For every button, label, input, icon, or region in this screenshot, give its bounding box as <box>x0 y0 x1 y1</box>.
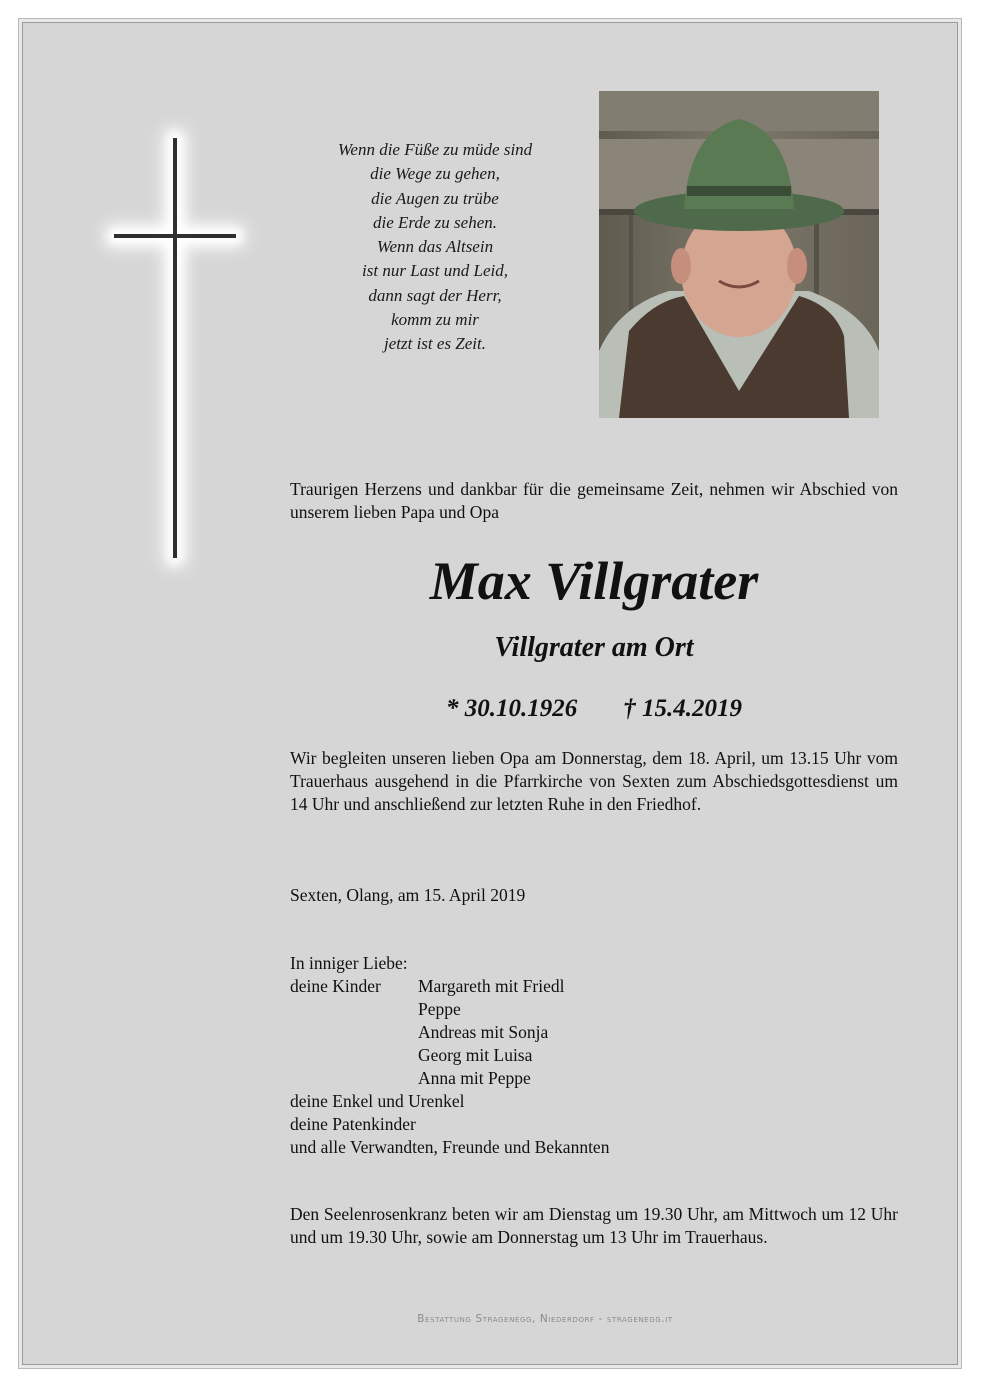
rosary-text: Den Seelenrosenkranz beten wir am Dienstag um 19.30 Uhr, am Mittwoch um 12 Uhr und um 19.30 Uhr, sowie am Donnerstag um 13 Uhr im Trauerhaus. <box>290 1204 898 1247</box>
poem-line: Wenn die Füße zu müde sind <box>337 140 533 159</box>
deceased-name: Max Villgrater <box>429 551 759 611</box>
children-label: deine Kinder <box>290 976 381 996</box>
poem-line: dann sagt der Herr, <box>368 285 502 305</box>
child-name: Peppe <box>418 999 461 1019</box>
poem-line: die Erde zu sehen. <box>372 212 497 232</box>
poem-line: Wenn das Altsein <box>376 237 494 257</box>
poem-line: die Wege zu gehen, <box>370 164 500 184</box>
funeral-text: Wir begleiten unseren lieben Opa am Donnerstag, dem 18. April, um 13.15 Uhr vom Trauerhaus ausgehend in die Pfarrkirche von Sexten zum Abschiedsgottesdienst um 14 Uhr und anschließend zur letzten Ruhe in den Friedhof. <box>290 748 898 814</box>
list-item <box>290 1067 898 1090</box>
life-dates <box>290 692 898 726</box>
intro-text: Traurigen Herzens und dankbar für die gemeinsame Zeit, nehmen wir Abschied von unserem lieben Papa und Opa <box>290 479 898 522</box>
child-name: Anna mit Peppe <box>418 1068 531 1088</box>
list-item <box>290 998 898 1021</box>
child-name: Margareth mit Friedl <box>418 976 565 996</box>
poem-line: jetzt ist es Zeit. <box>384 334 486 354</box>
cross-icon <box>100 118 250 578</box>
child-name: Georg mit Luisa <box>418 1045 533 1065</box>
house-name: Villgrater am Ort <box>494 632 694 663</box>
list-item <box>290 1021 898 1044</box>
poem-line: komm zu mir <box>391 310 479 330</box>
list-item: und alle Verwandten, Freunde und Bekannten <box>290 1137 610 1157</box>
poem <box>300 138 570 357</box>
list-item <box>290 975 898 998</box>
footer <box>0 1313 982 1325</box>
place-date: Sexten, Olang, am 15. April 2019 <box>290 885 526 905</box>
poem-line: die Augen zu trübe <box>371 188 499 208</box>
portrait-photo <box>599 91 879 418</box>
family-list <box>290 952 898 1159</box>
list-item: deine Enkel und Urenkel <box>290 1091 465 1111</box>
child-name: Andreas mit Sonja <box>418 1022 549 1042</box>
list-item: deine Patenkinder <box>290 1114 416 1134</box>
birth-date: * 30.10.1926 <box>446 695 578 722</box>
death-date: † 15.4.2019 <box>623 695 742 722</box>
family-heading: In inniger Liebe: <box>290 953 408 973</box>
list-item <box>290 1044 898 1067</box>
footer-credit: Bestattung Stragenegg, Niederdorf - stragenegg.it <box>417 1313 673 1325</box>
poem-line: ist nur Last und Leid, <box>362 261 508 281</box>
